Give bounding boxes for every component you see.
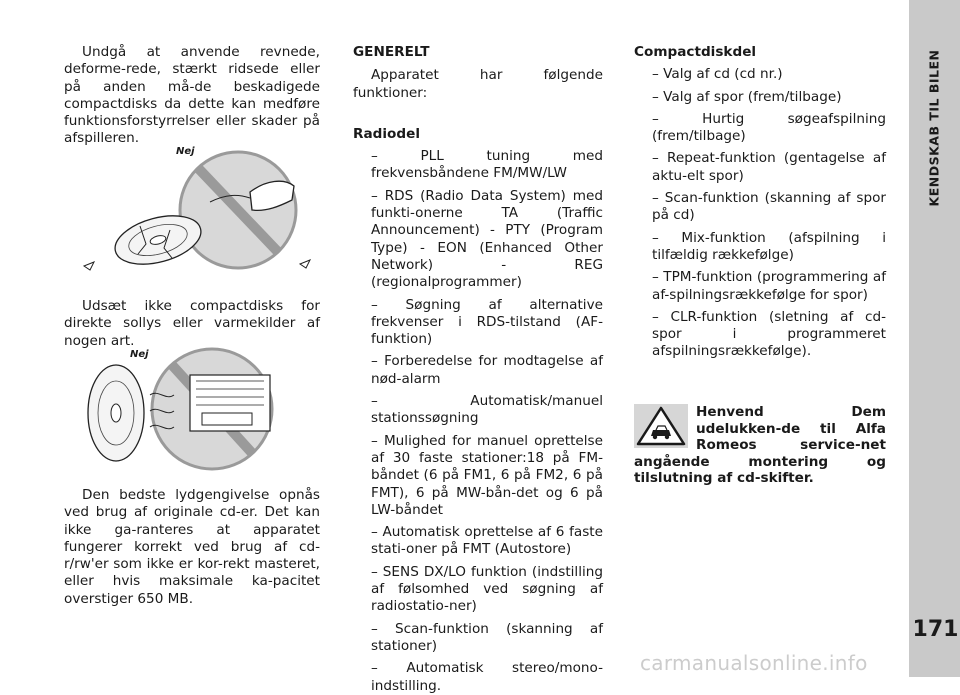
heading-radiodel: Radiodel [353, 125, 420, 142]
figure-label: Nej [130, 349, 149, 360]
column-1-middle [64, 298, 320, 350]
paragraph-damaged-discs: Undgå at anvende revnede, deforme-rede, stærkt ridsede eller på anden må-de beskadigede compactdisks da dette kan medføre funktionsforstyrrelser eller skader på afspilleren. [64, 44, 320, 147]
list-item: – SENS DX/LO funktion (indstilling af følsomhed ved søgning af radiostatio-ner) [371, 563, 603, 615]
list-item: – Automatisk stereo/mono-indstilling. [371, 660, 603, 694]
paragraph-sunlight: Udsæt ikke compactdisks for direkte sollys eller varmekilder af nogen art. [64, 298, 320, 349]
list-item: – Valg af spor (frem/tilbage) [652, 88, 842, 105]
list-item: – TPM-funktion (programmering af af-spilningsrækkefølge for spor) [652, 269, 886, 303]
list-item: – Automatisk/manuel stationssøgning [371, 393, 603, 427]
watermark: carmanualsonline.info [640, 651, 868, 675]
list-item: – Valg af cd (cd nr.) [652, 66, 783, 83]
list-item: – PLL tuning med frekvensbåndene FM/MW/LW [371, 148, 603, 182]
list-item: – Repeat-funktion (gentagelse af aktu-elt spor) [652, 150, 886, 184]
damaged-cd-illustration [80, 140, 320, 278]
column-2 [353, 44, 603, 695]
figure-damaged-cd [80, 140, 320, 278]
intro-text: Apparatet har følgende funktioner: [353, 67, 603, 101]
column-1-bottom [64, 487, 320, 608]
list-item: – Søgning af alternative frekvenser i RDS-tilstand (AF-funktion) [371, 296, 603, 348]
list-item: – Automatisk oprettelse af 6 faste stati-oner på FMT (Autostore) [371, 524, 603, 558]
list-item: – Hurtig søgeafspilning (frem/tilbage) [652, 110, 886, 145]
heat-cd-illustration [80, 345, 320, 473]
list-item: – RDS (Radio Data System) med funkti-onerne TA (Traffic Announcement) - PTY (Program Type) - EON (Enhanced Other Network) - REG (regionalprogrammer) [371, 187, 603, 291]
heading-generelt: GENERELT [353, 44, 430, 60]
list-item: – CLR-funktion (sletning af cd-spor i programmeret afspilningsrækkefølge). [652, 308, 886, 360]
list-item: – Scan-funktion (skanning af stationer) [371, 620, 603, 654]
page-number: 171 [912, 617, 959, 642]
column-1 [64, 44, 320, 148]
list-item: – Mix-funktion (afspilning i tilfældig rækkefølge) [652, 229, 886, 263]
list-item: – Scan-funktion (skanning af spor på cd) [652, 190, 886, 224]
list-item: – Mulighed for manuel oprettelse af 30 faste stationer:18 på FM-båndet (6 på FM1, 6 på FM2, 6 på FMT), 6 på MW-bån-det og 6 på LW-båndet [371, 432, 603, 518]
heading-compactdiskdel: Compactdiskdel [634, 44, 757, 60]
paragraph-original-cds: Den bedste lydgengivelse opnås ved brug af originale cd-er. Det kan ikke ga-ranteres at apparatet fungerer korrekt ved brug af cd-r/rw'er som ikke er kor-rekt masteret, eller hvis maksimale ka-pacitet overstiger 650 MB. [64, 487, 320, 607]
column-3 [634, 44, 886, 361]
figure-label: Nej [176, 146, 195, 157]
list-item: – Forberedelse for modtagelse af nød-alarm [371, 353, 603, 387]
chapter-title: KENDSKAB TIL BILEN [926, 49, 942, 207]
figure-heat-cd [80, 345, 320, 473]
warning-text: Henvend Dem udelukken-de til Alfa Romeos service-net angående montering og tilslutning af cd-skifter. [634, 404, 886, 487]
